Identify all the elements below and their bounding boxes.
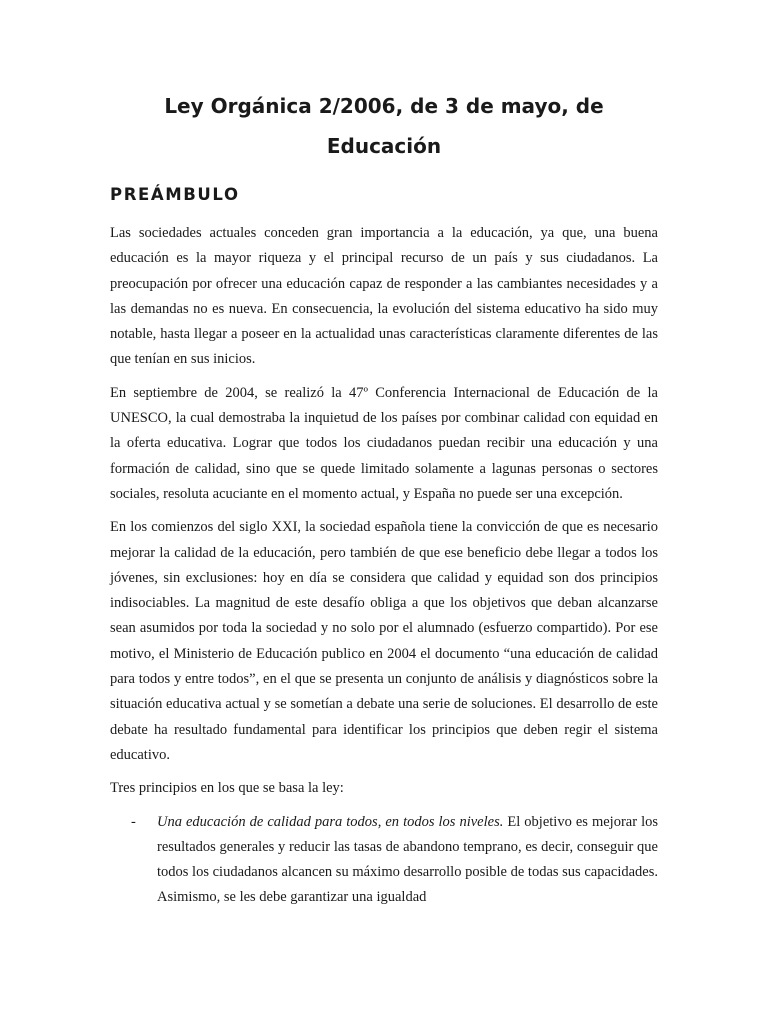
paragraph: Las sociedades actuales conceden gran importancia a la educación, ya que, una buena educación es la mayor riqueza y el principal recurso de un país y sus ciudadanos. La preocupación por ofrecer una educación capaz de responder a las cambiantes necesidades y a las demandas no es nueva. En consecuencia, la evolución del sistema educativo ha sido muy notable, hasta llegar a poseer en la actualidad unas características claramente diferentes de las que tenían en sus inicios. (110, 225, 658, 368)
paragraph: En septiembre de 2004, se realizó la 47º Conferencia Internacional de Educación de la UNESCO, la cual demostraba la inquietud de los países por combinar calidad con equidad en la oferta educativa. Lograr que todos los ciudadanos puedan recibir una educación y una formación de calidad, sino que se quede limitado solamente a lagunas personas o sectores sociales, resoluta acuciante en el momento actual, y España no puede ser una excepción. (110, 384, 658, 502)
list-item-text (157, 810, 658, 911)
list-item-italic-lead: Una educación de calidad para todos, en todos los niveles. (157, 813, 504, 830)
list-item-body: El objetivo es mejorar los resultados generales y reducir las tasas de abandono temprano, es decir, conseguir que todos los ciudadanos alcancen su máximo desarrollo posible de todas sus capacidades. Asimismo, se les debe garantizar una igualdad (157, 813, 658, 906)
paragraph: En los comienzos del siglo XXI, la sociedad española tiene la convicción de que es necesario mejorar la calidad de la educación, pero también de que ese beneficio debe llegar a todos los jóvenes, sin exclusiones: hoy en día se considera que calidad y equidad son dos principios indisociables. La magnitud de este desafío obliga a que los objetivos que deban alcanzarse sean asumidos por toda la sociedad y no solo por el alumnado (esfuerzo compartido). Por ese motivo, el Ministerio de Educación publico en 2004 el documento “una educación de calidad para todos y entre todos”, en el que se presenta un conjunto de análisis y diagnósticos sobre la situación educativa actual y se sometían a debate una serie de soluciones. El desarrollo de este debate ha resultado fundamental para identificar los principios que deben regir el sistema educativo. (110, 519, 658, 763)
paragraph: Tres principios en los que se basa la ley: (110, 780, 344, 797)
section-heading: PREÁMBULO (110, 185, 240, 204)
list-marker: - (131, 813, 136, 830)
principles-list (110, 810, 658, 911)
list-item (110, 810, 658, 911)
document-title: Ley Orgánica 2/2006, de 3 de mayo, de Educación (164, 94, 604, 158)
document-body (110, 86, 658, 911)
